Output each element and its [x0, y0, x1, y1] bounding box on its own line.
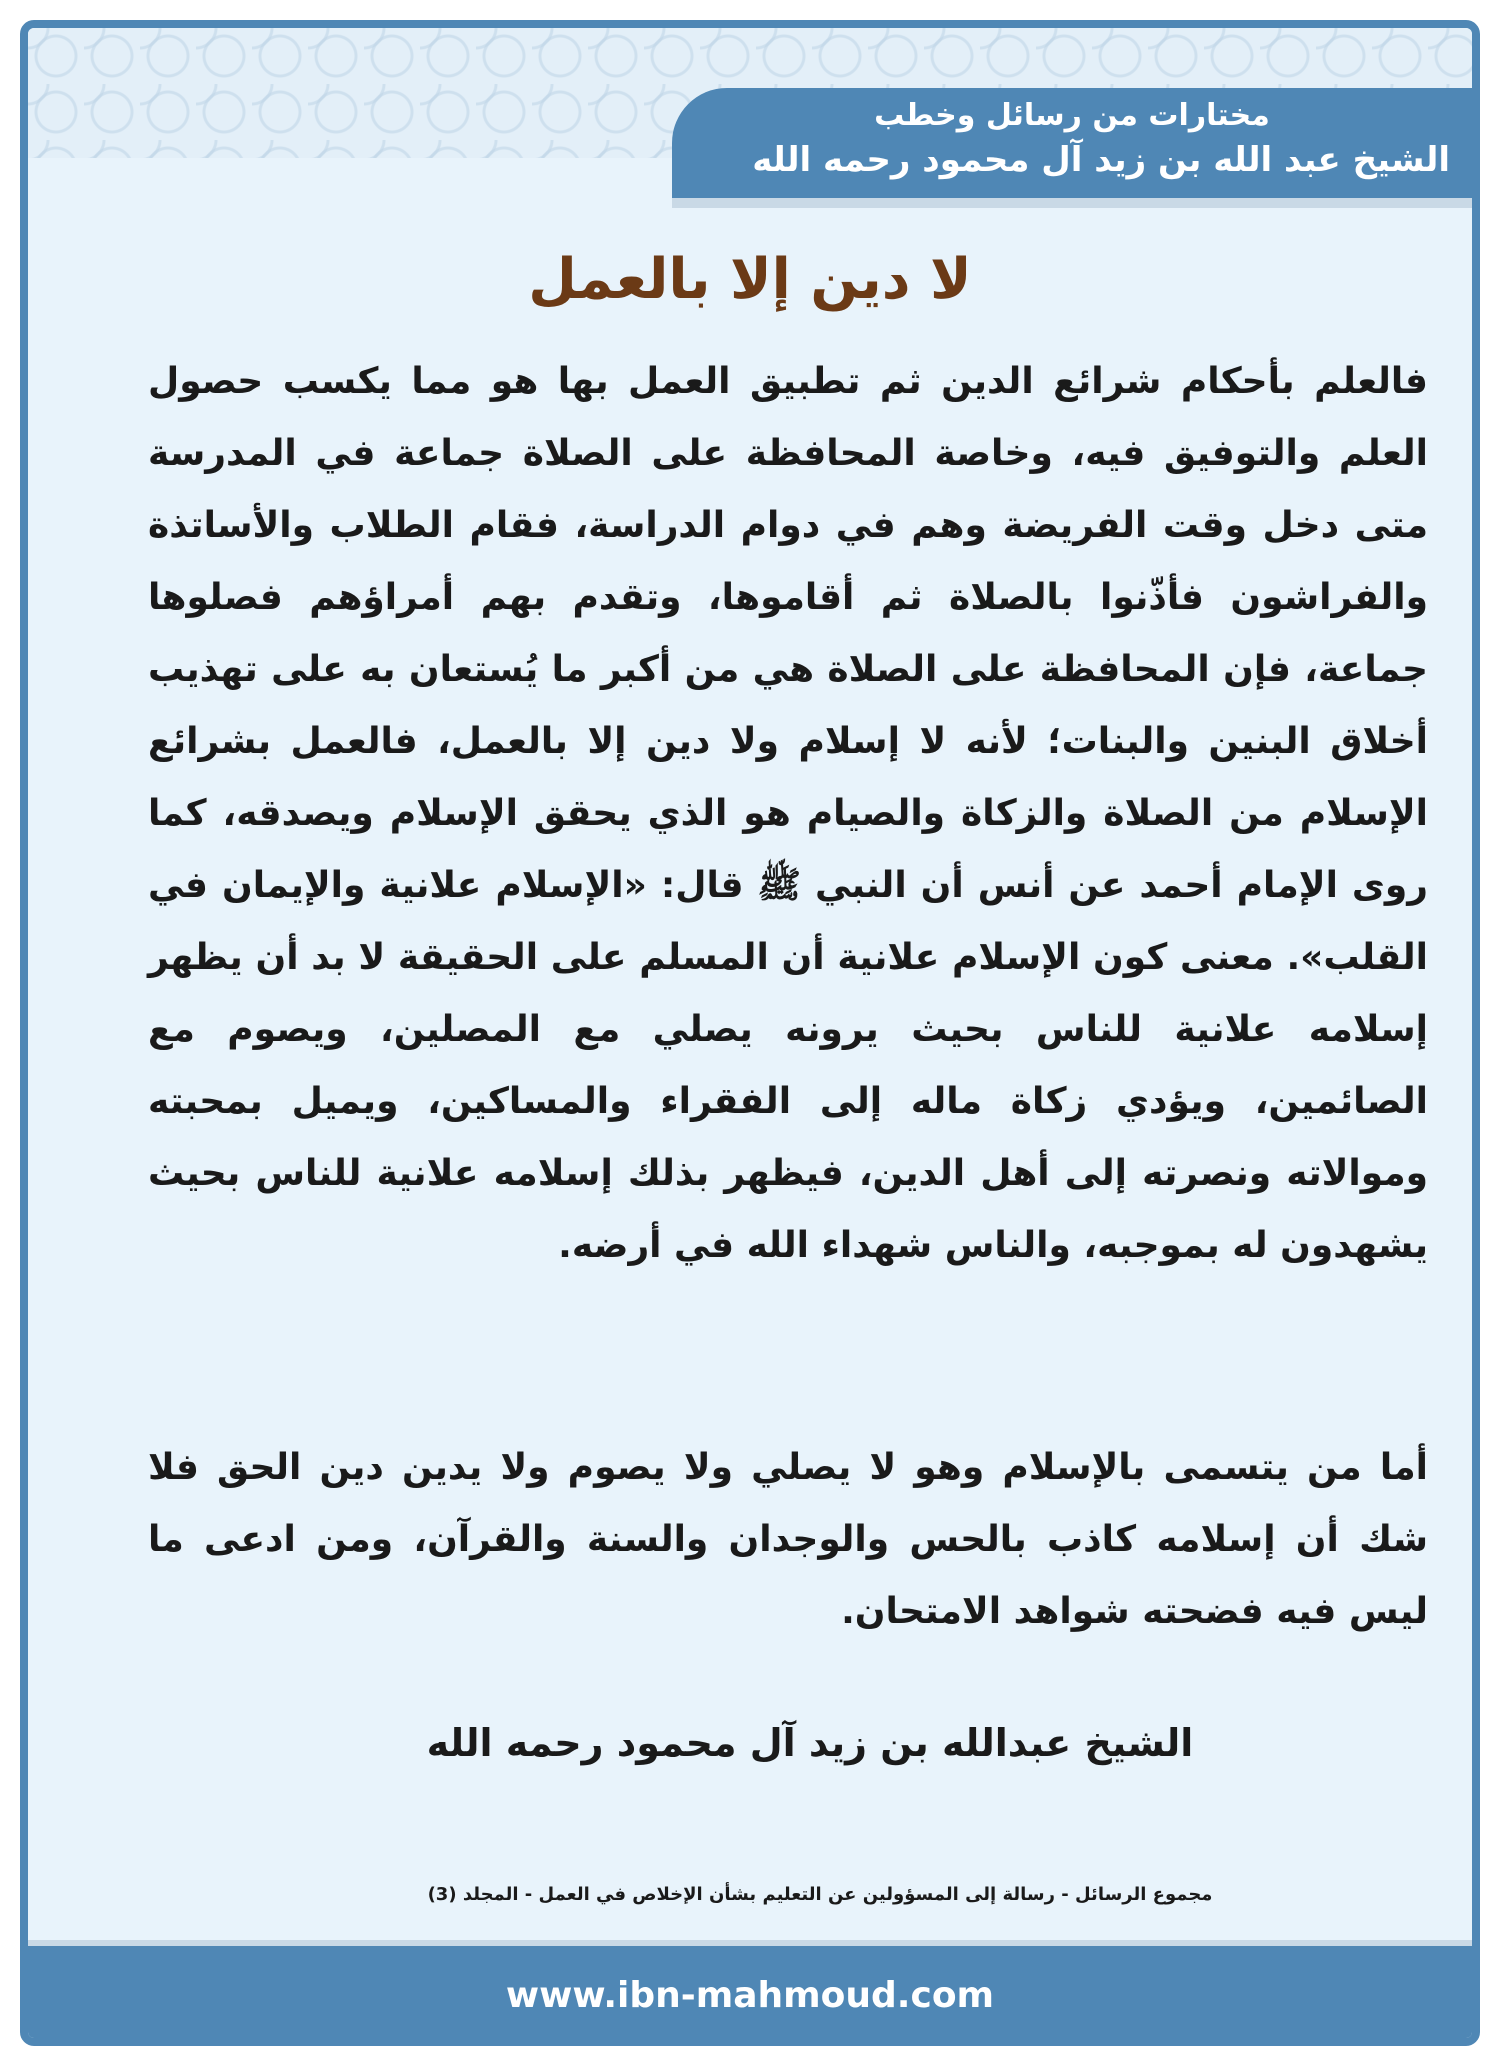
- series-title: مختارات من رسائل وخطب: [874, 98, 1270, 133]
- page-frame: [20, 20, 1480, 2046]
- website-link[interactable]: www.ibn-mahmoud.com: [505, 1975, 995, 2016]
- author-name-header: الشيخ عبد الله بن زيد آل محمود رحمه الله: [752, 140, 1450, 180]
- body-paragraph-2: أما من يتسمى بالإسلام وهو لا يصلي ولا يصوم ولا يدين دين الحق فلا شك أن إسلامه كاذب بالحس والوجدان والسنة والقرآن، ومن ادعى ما ليس فيه فضحته شواهد الامتحان.: [148, 1447, 1428, 1632]
- body-paragraph-1: فالعلم بأحكام شرائع الدين ثم تطبيق العمل بها هو مما يكسب حصول العلم والتوفيق فيه، وخاصة المحافظة على الصلاة جماعة في المدرسة متى دخل وقت الفريضة وهم في دوام الدراسة، فقام الطلاب والأساتذة والفراشون فأذّنوا بالصلاة ثم أقاموها، وتقدم بهم أمراؤهم فصلوها جماعة، فإن المحافظة على الصلاة هي من أكبر ما يُستعان به على تهذيب أخلاق البنين والبنات؛ لأنه لا إسلام ولا دين إلا بالعمل، فالعمل بشرائع الإسلام من الصلاة والزكاة والصيام هو الذي يحقق الإسلام ويصدقه، كما روى الإمام أحمد عن أنس أن النبي ﷺ قال: «الإسلام علانية والإيمان في القلب». معنى كون الإسلام علانية أن المسلم على الحقيقة لا بد أن يظهر إسلامه علانية للناس بحيث يرونه يصلي مع المصلين، ويصوم مع الصائمين، ويؤدي زكاة ماله إلى الفقراء والمساكين، ويميل بمحبته وموالاته ونصرته إلى أهل الدين، فيظهر بذلك إسلامه علانية للناس بحيث يشهدون له بموجبه، والناس شهداء الله في أرضه.: [148, 361, 1428, 1266]
- footer-bar: [28, 1946, 1472, 2046]
- source-citation: مجموع الرسائل - رسالة إلى المسؤولين عن التعليم بشأن الإخلاص في العمل - المجلد (3): [427, 1884, 1213, 1905]
- series-header: [672, 88, 1472, 198]
- author-signature: الشيخ عبدالله بن زيد آل محمود رحمه الله: [426, 1721, 1194, 1765]
- article-title: لا دين إلا بالعمل: [528, 247, 972, 312]
